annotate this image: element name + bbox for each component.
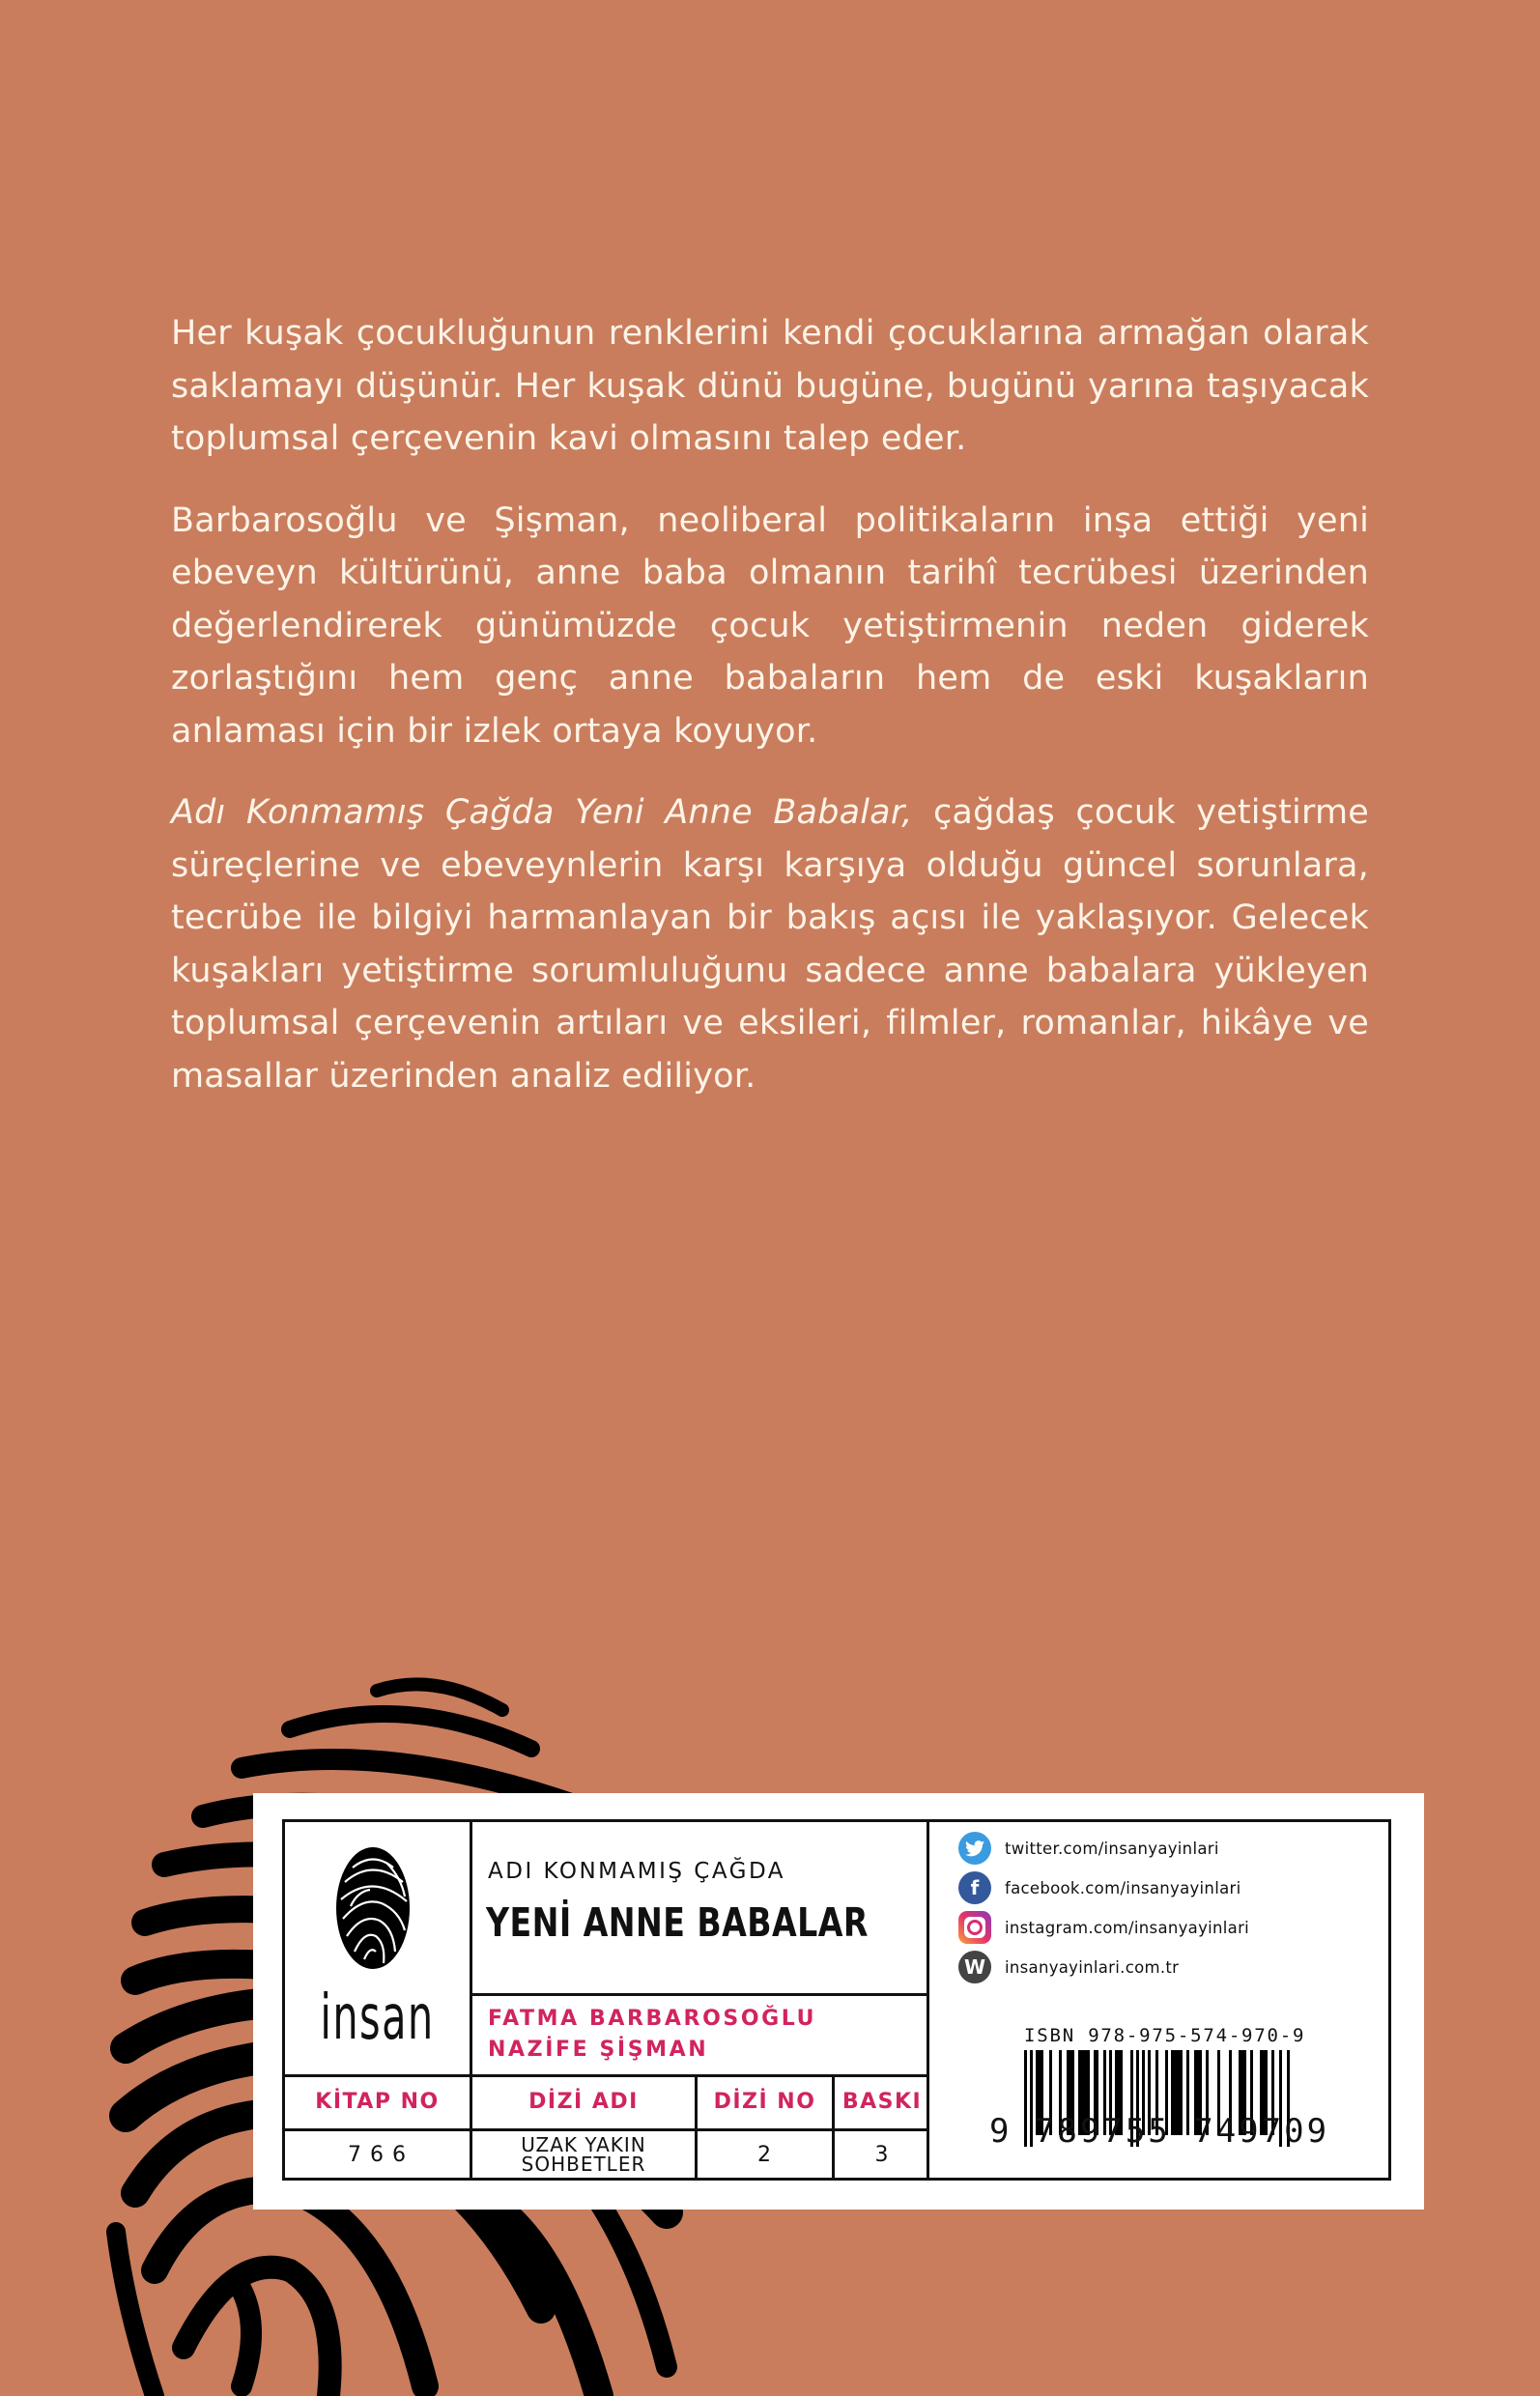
social-facebook[interactable] bbox=[958, 1871, 1241, 1904]
facebook-icon: f bbox=[958, 1871, 991, 1904]
twitter-link[interactable]: twitter.com/insanyayinlari bbox=[1005, 1839, 1219, 1858]
publisher-logo bbox=[285, 1822, 470, 2071]
book-title-italic: Adı Konmamış Çağda Yeni Anne Babalar, bbox=[171, 793, 913, 832]
blurb-paragraph-3-text: çağdaş çocuk yetiştirme süreçlerine ve ebeveynlerin karşı karşıya olduğu güncel sorunlara, tecrübe ile bilgiyi harmanlayan bir bakış açısı ile yaklaşıyor. Gelecek kuşakları yetiştirme sorumluluğunu sadece anne babalara yükleyen toplumsal çerçevenin artıları ve eksileri, filmler, romanlar, hikâye ve masallar üzerinden analiz ediliyor. bbox=[171, 793, 1369, 1096]
value-dizi-adi-line-2: SOHBETLER bbox=[521, 2153, 646, 2176]
header-kitap-no: KİTAP NO bbox=[315, 2089, 440, 2114]
divider bbox=[832, 2074, 835, 2178]
value-kitap-no: 7 6 6 bbox=[348, 2142, 407, 2167]
value-baski: 3 bbox=[874, 2142, 890, 2167]
isbn-number: ISBN 978-975-574-970-9 bbox=[1024, 2025, 1306, 2046]
instagram-link[interactable]: instagram.com/insanyayinlari bbox=[1005, 1918, 1250, 1937]
social-instagram[interactable] bbox=[958, 1911, 1249, 1944]
website-link[interactable]: insanyayinlari.com.tr bbox=[1005, 1957, 1180, 1977]
author-2: NAZİFE ŞİŞMAN bbox=[488, 2038, 709, 2062]
web-icon: W bbox=[958, 1951, 991, 1983]
value-dizi-no: 2 bbox=[757, 2142, 772, 2167]
value-dizi-adi bbox=[472, 2131, 695, 2178]
title-block bbox=[472, 1822, 917, 1994]
publisher-logo-text: insan bbox=[320, 1982, 435, 2054]
header-dizi-adi: DİZİ ADI bbox=[528, 2089, 639, 2114]
value-dizi-adi-line-1: UZAK YAKIN bbox=[521, 2133, 646, 2156]
header-baski: BASKI bbox=[841, 2089, 923, 2114]
authors-block bbox=[472, 1997, 917, 2071]
social-website[interactable] bbox=[958, 1951, 1179, 1983]
blurb-paragraph-3 bbox=[171, 786, 1369, 1102]
blurb-paragraph-1: Her kuşak çocukluğunun renklerini kendi çocuklarına armağan olarak saklamayı düşünür. Her kuşak dünü bugüne, bugünü yarına taşıyacak toplumsal çerçevenin kavi olmasını talep eder. bbox=[171, 314, 1369, 458]
twitter-icon bbox=[958, 1832, 991, 1865]
facebook-link[interactable]: facebook.com/insanyayinlari bbox=[1005, 1878, 1241, 1897]
divider bbox=[695, 2074, 698, 2178]
author-1: FATMA BARBAROSOĞLU bbox=[488, 2007, 817, 2031]
book-title: YENİ ANNE BABALAR bbox=[486, 1899, 869, 1946]
info-frame bbox=[282, 1819, 1391, 2181]
social-twitter[interactable] bbox=[958, 1832, 1219, 1865]
blurb-paragraph-2: Barbarosoğlu ve Şişman, neoliberal politikaların inşa ettiği yeni ebeveyn kültürünü, anne baba olmanın tarihî tecrübesi üzerinden değerlendirerek günümüzde çocuk yetiştirmenin neden giderek zorlaştığını hem genç anne babaların hem de eski kuşakların anlaması için bir izlek ortaya koyuyor. bbox=[171, 500, 1369, 751]
header-dizi-no: DİZİ NO bbox=[713, 2089, 816, 2114]
back-cover-blurb bbox=[171, 307, 1369, 1131]
contact-panel bbox=[929, 1822, 1388, 2178]
book-subtitle: ADI KONMAMIŞ ÇAĞDA bbox=[488, 1859, 786, 1884]
divider bbox=[470, 1993, 929, 1996]
instagram-icon bbox=[958, 1911, 991, 1944]
fingerprint-logo-icon bbox=[333, 1843, 413, 1973]
ean-digits: 9 789755 749709 bbox=[989, 2112, 1330, 2151]
book-info-label bbox=[253, 1793, 1424, 2210]
